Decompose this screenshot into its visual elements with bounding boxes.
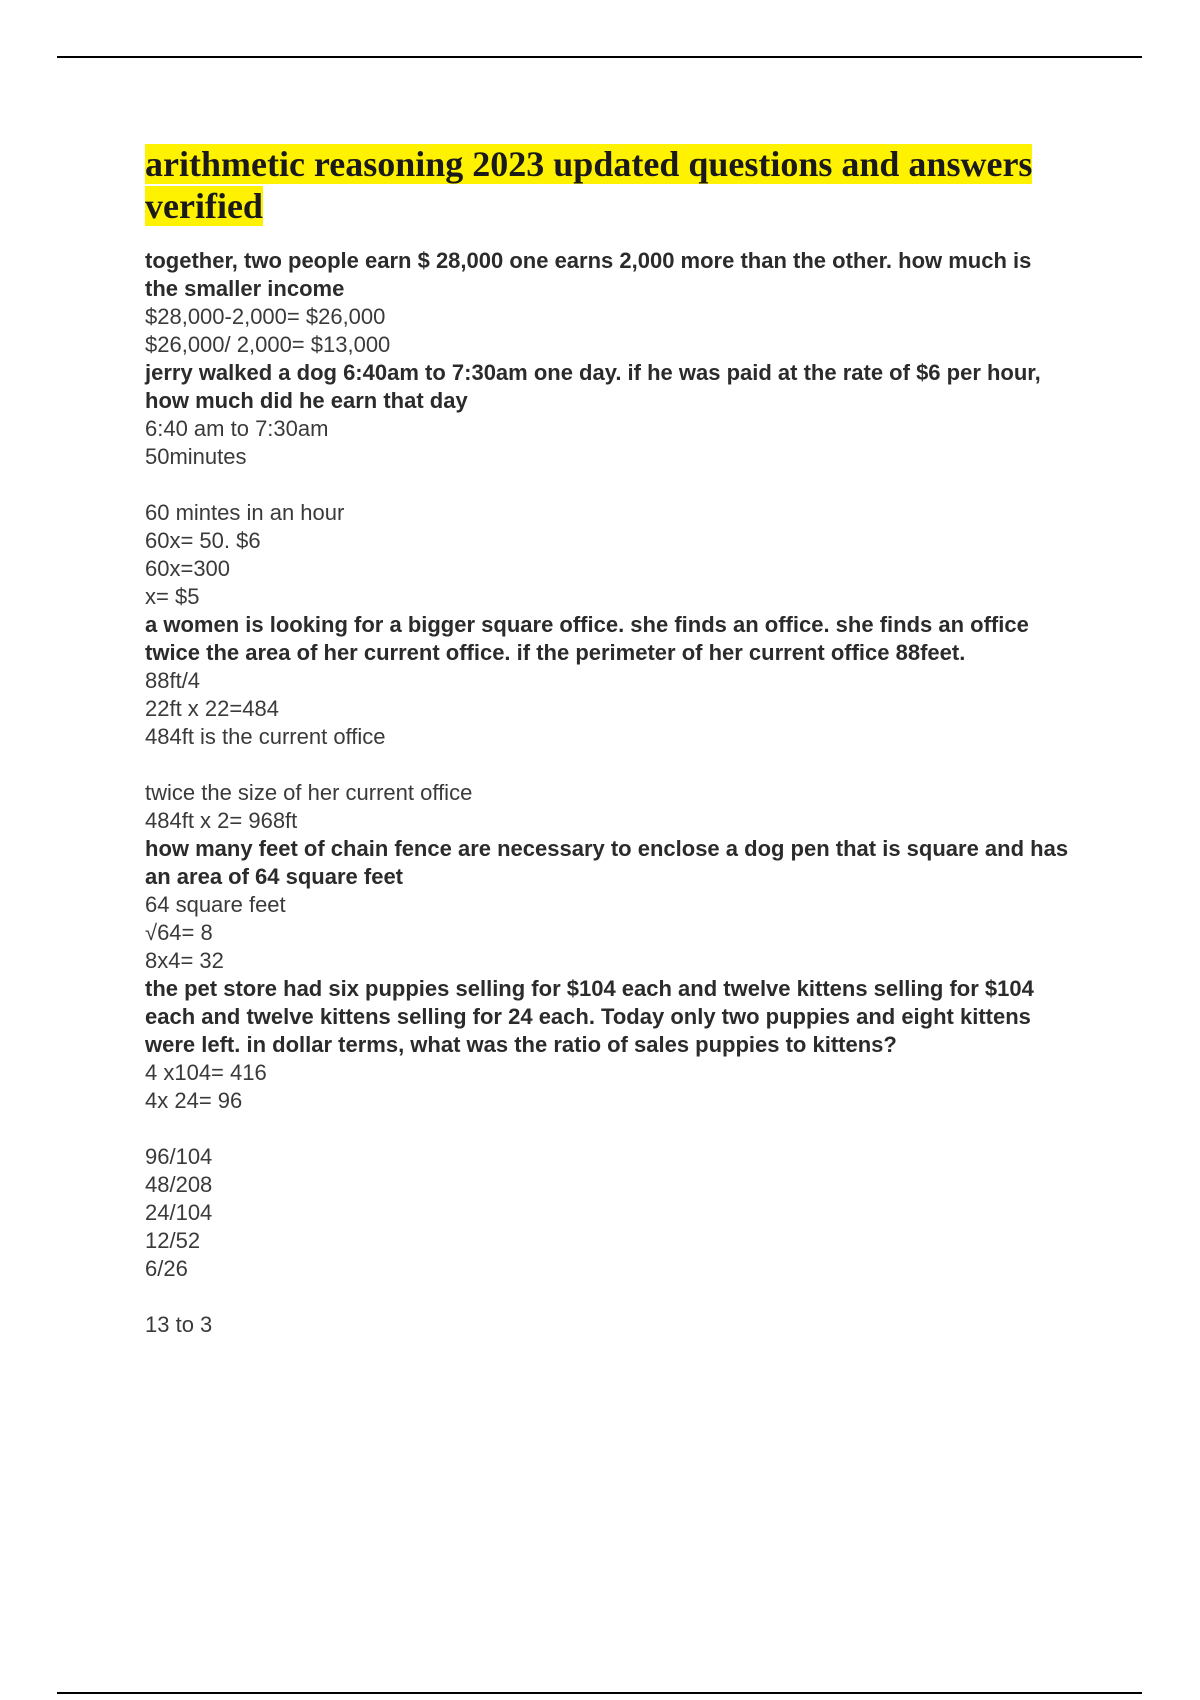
question-text: the pet store had six puppies selling for $104 each and twelve kittens selling for $104 each and twelve kittens selling for 24 each. Today only two puppies and eight kittens were left. in dollar terms, what was the ratio of sales puppies to kittens? bbox=[145, 976, 1034, 1057]
qa-item bbox=[145, 247, 1070, 359]
question-text: a women is looking for a bigger square office. she finds an office. she finds an office twice the area of her current office. if the perimeter of her current office 88feet. bbox=[145, 612, 1029, 665]
answer-line bbox=[145, 1283, 1070, 1311]
answer-line: 60 mintes in an hour bbox=[145, 500, 345, 525]
answer-line: 60x=300 bbox=[145, 556, 231, 581]
answer-line bbox=[145, 471, 1070, 499]
answer-line: twice the size of her current office bbox=[145, 780, 473, 805]
answer-line: 24/104 bbox=[145, 1200, 213, 1225]
answer-line: 484ft x 2= 968ft bbox=[145, 808, 298, 833]
answer-line bbox=[145, 751, 1070, 779]
answer-line: 6/26 bbox=[145, 1256, 188, 1281]
answer-line: 6:40 am to 7:30am bbox=[145, 416, 329, 441]
qa-item bbox=[145, 611, 1070, 835]
document-title-text: arithmetic reasoning 2023 updated questions and answers verified bbox=[145, 144, 1033, 226]
answer-line bbox=[145, 1115, 1070, 1143]
qa-item bbox=[145, 359, 1070, 611]
document-body bbox=[145, 143, 1070, 1339]
question-text: how many feet of chain fence are necessary to enclose a dog pen that is square and has an area of 64 square feet bbox=[145, 836, 1069, 889]
answer-line: 50minutes bbox=[145, 444, 247, 469]
answer-line: 8x4= 32 bbox=[145, 948, 224, 973]
qa-item bbox=[145, 975, 1070, 1339]
answer-line: 4 x104= 416 bbox=[145, 1060, 267, 1085]
answer-line: $28,000-2,000= $26,000 bbox=[145, 304, 386, 329]
answer-line: 13 to 3 bbox=[145, 1312, 213, 1337]
document-title bbox=[145, 143, 1070, 227]
answer-line: 4x 24= 96 bbox=[145, 1088, 243, 1113]
answer-line: 48/208 bbox=[145, 1172, 213, 1197]
answer-line: 88ft/4 bbox=[145, 668, 201, 693]
answer-line: 60x= 50. $6 bbox=[145, 528, 261, 553]
answer-line: 64 square feet bbox=[145, 892, 286, 917]
top-rule bbox=[57, 56, 1142, 58]
answer-line: 96/104 bbox=[145, 1144, 213, 1169]
question-text: together, two people earn $ 28,000 one earns 2,000 more than the other. how much is the smaller income bbox=[145, 248, 1032, 301]
answer-line: x= $5 bbox=[145, 584, 200, 609]
qa-list bbox=[145, 247, 1070, 1339]
bottom-rule bbox=[57, 1692, 1142, 1694]
answer-line: $26,000/ 2,000= $13,000 bbox=[145, 332, 391, 357]
answer-line: √64= 8 bbox=[145, 920, 213, 945]
answer-line: 12/52 bbox=[145, 1228, 201, 1253]
question-text: jerry walked a dog 6:40am to 7:30am one day. if he was paid at the rate of $6 per hour, how much did he earn that day bbox=[145, 360, 1041, 413]
qa-item bbox=[145, 835, 1070, 975]
answer-line: 484ft is the current office bbox=[145, 724, 386, 749]
answer-line: 22ft x 22=484 bbox=[145, 696, 279, 721]
